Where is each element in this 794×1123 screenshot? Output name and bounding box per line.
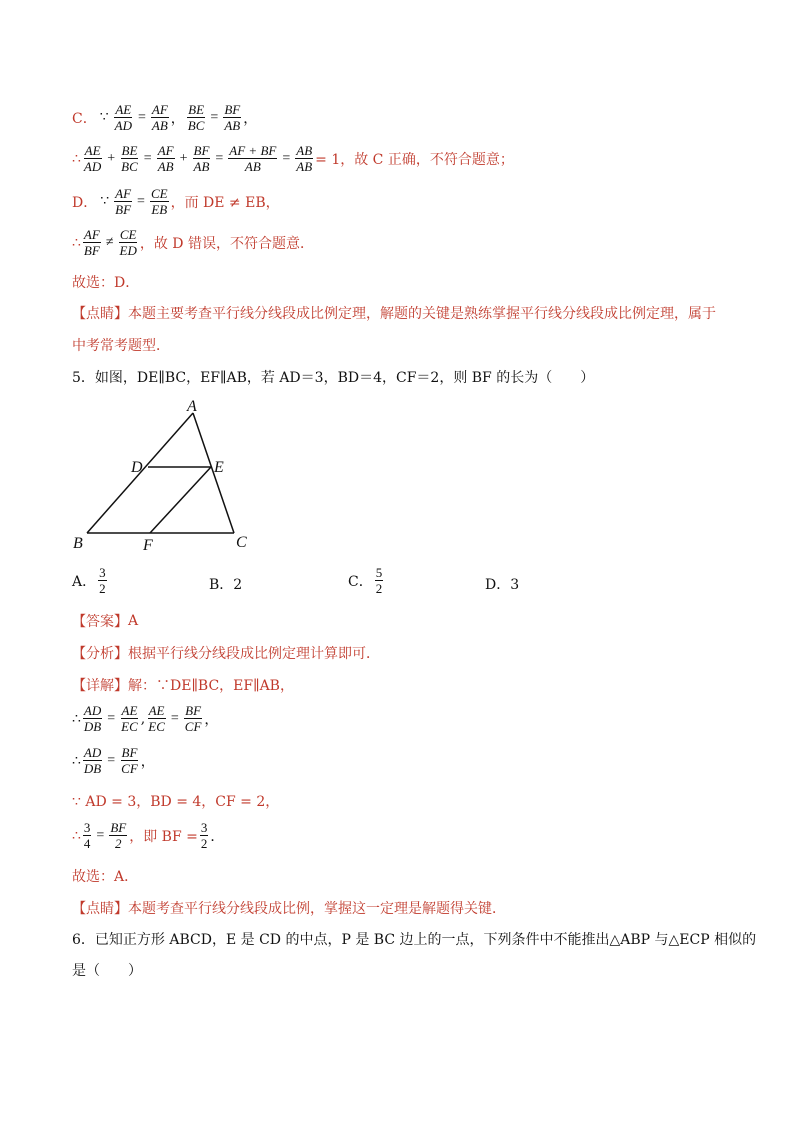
option-d: D．3 bbox=[485, 577, 520, 593]
result-text: = 1，故 C 正确，不符合题意； bbox=[315, 151, 514, 168]
because-symbol: ∵ bbox=[99, 110, 109, 125]
therefore-symbol: ∴ bbox=[72, 150, 81, 167]
comment-line bbox=[72, 303, 716, 323]
point-label-a: A bbox=[187, 398, 197, 415]
answer-value: A bbox=[128, 613, 139, 629]
fraction: $\frac{3}{2}$ bbox=[99, 565, 106, 596]
option-b: B．2 bbox=[209, 577, 243, 593]
step-4: ∴ $\frac{3}{4}$ = $\frac{BF}{2}$ ，即 BF = $\frac{3}{2}$ ． bbox=[72, 820, 225, 851]
fraction: $\frac{AE}{EC}$ bbox=[121, 703, 138, 734]
comment-text: 本题主要考查平行线分线段成比例定理，解题的关键是熟练掌握平行线分线段成比例定理，属于 bbox=[128, 306, 716, 322]
option-a: A． $\frac{3}{2}$ bbox=[72, 565, 106, 596]
option-c-result: ∴ $\frac{AE}{AD}$ + $\frac{BE}{BC}$ = $\frac{AF}{AB}$ + $\frac{BF}{AB}$ = $\frac{AF + BF}{AB}$ = $\frac{AB}{AB}$ = 1，故 C 正确，不符合题意； bbox=[72, 143, 514, 174]
fraction: $\frac{BF}{2}$ bbox=[110, 820, 127, 851]
analysis-tag: 【分析】 bbox=[72, 646, 128, 662]
analysis-text: 根据平行线分线段成比例定理计算即可． bbox=[128, 646, 380, 662]
comment-line-2: 中考常考题型． bbox=[72, 338, 170, 354]
fraction: $\frac{AB}{AB}$ bbox=[296, 143, 313, 174]
point-label-b: B bbox=[73, 535, 83, 552]
answer-tag: 【答案】 bbox=[72, 614, 128, 630]
fraction: $\frac{3}{2}$ bbox=[200, 820, 208, 851]
step-2: ∴ $\frac{AD}{DB}$ = $\frac{BF}{CF}$ ， bbox=[72, 745, 155, 776]
fraction: $\frac{3}{4}$ bbox=[83, 820, 91, 851]
detail-text: 解：∵DE∥BC，EF∥AB， bbox=[128, 678, 294, 694]
triangle-figure bbox=[68, 398, 268, 558]
question-5-stem: 5．如图，DE∥BC，EF∥AB，若 AD＝3，BD＝4，CF＝2，则 BF 的长为（ ） bbox=[72, 370, 595, 386]
analysis-line bbox=[72, 643, 380, 663]
comment-text: 本题考查平行线分线段成比例，掌握这一定理是解题得关键． bbox=[128, 901, 506, 917]
option-d-line: D． ∵ $\frac{AF}{BF}$ = $\frac{CE}{EB}$ ，而 DE ≠ EB， bbox=[72, 186, 280, 217]
fraction: $\frac{BE}{BC}$ bbox=[121, 143, 138, 174]
fraction: $\frac{AD}{DB}$ bbox=[83, 703, 102, 734]
step-1: ∴ $\frac{AD}{DB}$ = $\frac{AE}{EC}$ , $\frac{AE}{EC}$ = $\frac{BF}{CF}$ ， bbox=[72, 703, 219, 734]
point-label-f: F bbox=[143, 537, 153, 554]
answer-line bbox=[72, 611, 138, 631]
option-c-line: C． ∵ $\frac{AE}{AD}$ = $\frac{AF}{AB}$ ， $\frac{BE}{BC}$ = $\frac{BF}{AB}$ ， bbox=[72, 102, 258, 133]
fraction: $\frac{AD}{DB}$ bbox=[83, 745, 102, 776]
segment-ef bbox=[150, 467, 211, 533]
option-label: C． bbox=[72, 110, 97, 127]
option-label: D． bbox=[72, 194, 98, 211]
comment-tag: 【点睛】 bbox=[72, 306, 128, 322]
comment-tag: 【点睛】 bbox=[72, 901, 128, 917]
fraction: $\frac{BE}{BC}$ bbox=[187, 102, 205, 133]
option-d-result: ∴ $\frac{AF}{BF}$ ≠ $\frac{CE}{ED}$ ，故 D 错误，不符合题意． bbox=[72, 227, 314, 258]
option-c: C． $\frac{5}{2}$ bbox=[348, 565, 383, 596]
fraction: $\frac{AE}{AD}$ bbox=[83, 143, 102, 174]
fraction: $\frac{BF}{CF}$ bbox=[121, 745, 138, 776]
fraction: $\frac{AF + BF}{AB}$ bbox=[229, 143, 277, 174]
fraction: $\frac{AE}{AD}$ bbox=[114, 102, 132, 133]
fraction: $\frac{AF}{AB}$ bbox=[157, 143, 174, 174]
result-text: ，故 D 错误，不符合题意． bbox=[139, 235, 314, 252]
detail-tag: 【详解】 bbox=[72, 678, 128, 694]
condition-text: ，而 DE ≠ EB， bbox=[170, 194, 280, 211]
step-3: ∵ AD = 3，BD = 4，CF = 2， bbox=[72, 794, 280, 810]
detail-line bbox=[72, 675, 294, 695]
point-label-e: E bbox=[214, 459, 224, 476]
fraction: $\frac{AF}{BF}$ bbox=[115, 186, 132, 217]
fraction: $\frac{CE}{ED}$ bbox=[119, 227, 137, 258]
fraction: $\frac{BF}{AB}$ bbox=[193, 143, 210, 174]
fraction: $\frac{5}{2}$ bbox=[375, 565, 383, 596]
question-6-stem: 6．已知正方形 ABCD，E 是 CD 的中点，P 是 BC 边上的一点，下列条件中不能推出△ABP 与△ECP 相似的 bbox=[72, 932, 757, 948]
fraction: $\frac{AF}{AB}$ bbox=[151, 102, 168, 133]
choice-line: 故选：D． bbox=[72, 275, 140, 291]
fraction: $\frac{AE}{EC}$ bbox=[148, 703, 165, 734]
fraction: $\frac{AF}{BF}$ bbox=[83, 227, 100, 258]
comment-line-5 bbox=[72, 898, 506, 918]
point-label-c: C bbox=[236, 534, 247, 551]
question-6-stem-2: 是（ ） bbox=[72, 963, 142, 979]
fraction: $\frac{BF}{AB}$ bbox=[224, 102, 241, 133]
point-label-d: D bbox=[131, 459, 143, 476]
choice-line-5: 故选：A． bbox=[72, 869, 139, 885]
fraction: $\frac{BF}{CF}$ bbox=[184, 703, 202, 734]
fraction: $\frac{CE}{EB}$ bbox=[150, 186, 168, 217]
